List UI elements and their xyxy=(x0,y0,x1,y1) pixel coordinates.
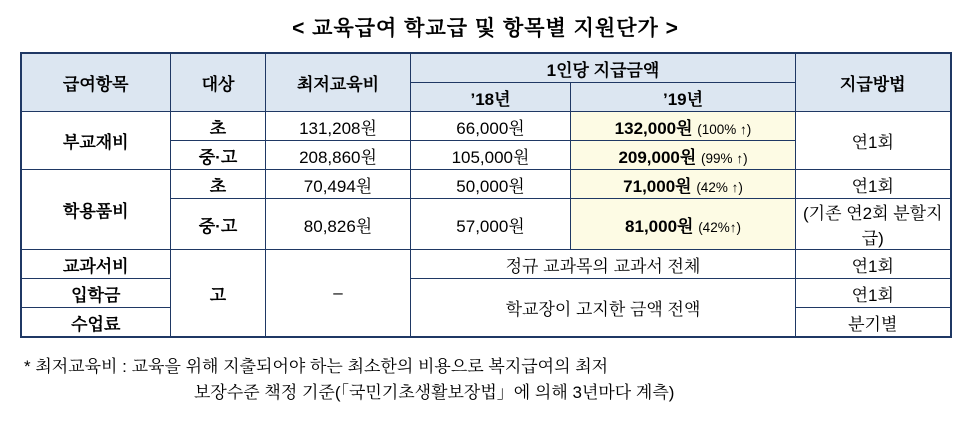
cell-year-2018: 66,000원 xyxy=(411,112,571,141)
table-row xyxy=(21,112,951,141)
header-min-edu-cost: 최저교육비 xyxy=(266,53,411,112)
cell-year-2019-percent: (42% ↑) xyxy=(696,179,743,195)
table-row xyxy=(21,170,951,199)
cell-min-edu-cost: 208,860원 xyxy=(266,141,411,170)
cell-merged-textbooks: 정규 교과목의 교과서 전체 xyxy=(411,250,796,279)
cell-pay-method: 연1회 xyxy=(796,112,951,170)
cell-target: 중·고 xyxy=(171,199,266,250)
header-pay-method: 지급방법 xyxy=(796,53,951,112)
cell-year-2019 xyxy=(571,141,796,170)
cell-year-2018: 105,000원 xyxy=(411,141,571,170)
cell-year-2019-value: 209,000원 xyxy=(618,147,697,167)
cell-year-2019-percent: (99% ↑) xyxy=(701,150,748,166)
cell-year-2019-value: 71,000원 xyxy=(623,176,692,196)
cell-min-edu-cost-dash: – xyxy=(266,250,411,338)
table-header-row-1 xyxy=(21,53,951,83)
cell-min-edu-cost: 131,208원 xyxy=(266,112,411,141)
page-title: < 교육급여 학교급 및 항목별 지원단가 > xyxy=(292,17,679,40)
cell-year-2019-percent: (100% ↑) xyxy=(697,121,752,137)
cell-pay-method: 연1회 xyxy=(796,250,951,279)
footnote-line-1: * 최저교육비 : 교육을 위해 지출되어야 하는 최소한의 비용으로 복지급여의 최저 xyxy=(24,357,609,376)
row-label-tuition: 수업료 xyxy=(21,308,171,338)
cell-year-2018: 57,000원 xyxy=(411,199,571,250)
header-year-2018: ’18년 xyxy=(411,83,571,112)
support-rate-table xyxy=(20,52,952,338)
table-row xyxy=(21,250,951,279)
cell-target: 초 xyxy=(171,112,266,141)
footnote-line-2: 보장수준 책정 기준(「국민기초생활보장법」에 의해 3년마다 계측) xyxy=(194,383,675,403)
cell-min-edu-cost: 70,494원 xyxy=(266,170,411,199)
cell-year-2019-value: 81,000원 xyxy=(625,216,694,236)
cell-target-high: 고 xyxy=(171,250,266,338)
cell-year-2019 xyxy=(571,112,796,141)
row-label-textbook-aid: 부교재비 xyxy=(21,112,171,170)
header-year-2019: ’19년 xyxy=(571,83,796,112)
table-row xyxy=(21,279,951,308)
cell-year-2018: 50,000원 xyxy=(411,170,571,199)
header-target: 대상 xyxy=(171,53,266,112)
cell-pay-method: 연1회 xyxy=(796,279,951,308)
cell-target: 초 xyxy=(171,170,266,199)
cell-min-edu-cost: 80,826원 xyxy=(266,199,411,250)
row-label-textbook-fee: 교과서비 xyxy=(21,250,171,279)
cell-merged-full-amount: 학교장이 고지한 금액 전액 xyxy=(411,279,796,338)
cell-pay-method: 분기별 xyxy=(796,308,951,338)
cell-year-2019 xyxy=(571,170,796,199)
header-item: 급여항목 xyxy=(21,53,171,112)
cell-pay-method: 연1회 xyxy=(796,170,951,199)
footnote xyxy=(0,354,971,407)
header-per-person: 1인당 지급금액 xyxy=(411,53,796,83)
cell-target: 중·고 xyxy=(171,141,266,170)
row-label-entrance-fee: 입학금 xyxy=(21,279,171,308)
cell-year-2019-percent: (42%↑) xyxy=(698,219,741,235)
cell-year-2019 xyxy=(571,199,796,250)
cell-year-2019-value: 132,000원 xyxy=(614,118,693,138)
row-label-school-supplies: 학용품비 xyxy=(21,170,171,250)
cell-pay-method-note: (기존 연2회 분할지급) xyxy=(796,199,951,250)
